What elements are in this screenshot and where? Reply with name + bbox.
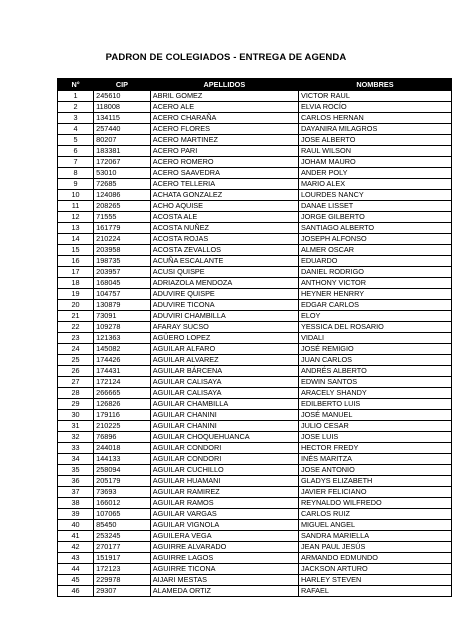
apellidos-cell: ACERO FLORES [150,124,298,135]
cip-cell: 107065 [94,509,151,520]
cip-cell: 166012 [94,498,151,509]
cip-cell: 253245 [94,531,151,542]
cip-cell: 121363 [94,333,151,344]
row-number: 35 [58,465,94,476]
cip-cell: 203958 [94,245,151,256]
table-row [58,586,452,597]
nombres-cell: DAYANIRA MILAGROS [298,124,451,135]
nombres-cell: ANDRÉS ALBERTO [298,366,451,377]
nombres-cell: INÉS MARITZA [298,454,451,465]
table-row [58,465,452,476]
apellidos-cell: ABRIL GOMEZ [150,91,298,102]
row-number: 39 [58,509,94,520]
apellidos-cell: ACUÑA ESCALANTE [150,256,298,267]
table-row [58,531,452,542]
cip-cell: 71555 [94,212,151,223]
nombres-cell: YESSICA DEL ROSARIO [298,322,451,333]
apellidos-cell: AGUILAR CUCHILLO [150,465,298,476]
cip-cell: 72685 [94,179,151,190]
row-number: 8 [58,168,94,179]
row-number: 12 [58,212,94,223]
apellidos-cell: AGUILERA VEGA [150,531,298,542]
row-number: 29 [58,399,94,410]
apellidos-cell: AGUILAR HUAMANI [150,476,298,487]
apellidos-cell: ADUVIRE TICONA [150,300,298,311]
apellidos-cell: AGUILAR CONDORI [150,454,298,465]
nombres-cell: MARIO ALEX [298,179,451,190]
table-row [58,124,452,135]
nombres-cell: EDGAR CARLOS [298,300,451,311]
row-number: 44 [58,564,94,575]
nombres-cell: VIDALI [298,333,451,344]
header-apellidos: APELLIDOS [150,79,298,91]
cip-cell: 203957 [94,267,151,278]
cip-cell: 205179 [94,476,151,487]
apellidos-cell: AGUIRRE ALVARADO [150,542,298,553]
cip-cell: 245610 [94,91,151,102]
row-number: 32 [58,432,94,443]
table-row [58,443,452,454]
table-row [58,344,452,355]
row-number: 21 [58,311,94,322]
nombres-cell: HEYNER HENRRY [298,289,451,300]
apellidos-cell: AIJARI MESTAS [150,575,298,586]
table-row [58,113,452,124]
apellidos-cell: AGUILAR ALFARO [150,344,298,355]
nombres-cell: REYNALDO WILFREDO [298,498,451,509]
table-row [58,410,452,421]
row-number: 22 [58,322,94,333]
nombres-cell: DANIEL RODRIGO [298,267,451,278]
table-row [58,421,452,432]
row-number: 34 [58,454,94,465]
cip-cell: 258094 [94,465,151,476]
nombres-cell: RAUL WILSON [298,146,451,157]
table-row [58,322,452,333]
cip-cell: 124086 [94,190,151,201]
cip-cell: 168045 [94,278,151,289]
apellidos-cell: AGUILAR CHANINI [150,410,298,421]
row-number: 24 [58,344,94,355]
cip-cell: 104757 [94,289,151,300]
apellidos-cell: ACHO AQUISE [150,201,298,212]
apellidos-cell: AGUILAR CHOQUEHUANCA [150,432,298,443]
table-row [58,388,452,399]
nombres-cell: JOSÉ REMIGIO [298,344,451,355]
row-number: 15 [58,245,94,256]
nombres-cell: JEAN PAUL JESÚS [298,542,451,553]
nombres-cell: JACKSON ARTURO [298,564,451,575]
cip-cell: 229978 [94,575,151,586]
apellidos-cell: ACERO PARI [150,146,298,157]
header-nombres: NOMBRES [298,79,451,91]
apellidos-cell: ACERO TELLERIA [150,179,298,190]
apellidos-cell: AGUIRRE TICONA [150,564,298,575]
row-number: 26 [58,366,94,377]
table-row [58,311,452,322]
table-row [58,267,452,278]
nombres-cell: EDILBERTO LUIS [298,399,451,410]
cip-cell: 80207 [94,135,151,146]
nombres-cell: JOSE ANTONIO [298,465,451,476]
row-number: 5 [58,135,94,146]
apellidos-cell: AGUILAR VIGNOLA [150,520,298,531]
table-row [58,399,452,410]
row-number: 17 [58,267,94,278]
apellidos-cell: ACOSTA ROJAS [150,234,298,245]
nombres-cell: GLADYS ELIZABETH [298,476,451,487]
nombres-cell: CARLOS HERNAN [298,113,451,124]
cip-cell: 145082 [94,344,151,355]
cip-cell: 257440 [94,124,151,135]
row-number: 23 [58,333,94,344]
table-row [58,157,452,168]
row-number: 27 [58,377,94,388]
table-row [58,377,452,388]
apellidos-cell: ACHATA GONZALEZ [150,190,298,201]
cip-cell: 174426 [94,355,151,366]
nombres-cell: JAVIER FELICIANO [298,487,451,498]
row-number: 1 [58,91,94,102]
row-number: 28 [58,388,94,399]
apellidos-cell: ACERO SAAVEDRA [150,168,298,179]
apellidos-cell: AGUILAR BÁRCENA [150,366,298,377]
nombres-cell: ANTHONY VICTOR [298,278,451,289]
table-row [58,256,452,267]
row-number: 19 [58,289,94,300]
apellidos-cell: AGUILAR CHANINI [150,421,298,432]
row-number: 10 [58,190,94,201]
apellidos-cell: AFARAY SUCSO [150,322,298,333]
nombres-cell: MIGUEL ANGEL [298,520,451,531]
cip-cell: 210225 [94,421,151,432]
row-number: 43 [58,553,94,564]
nombres-cell: ANDER POLY [298,168,451,179]
table-row [58,366,452,377]
table-row [58,553,452,564]
cip-cell: 144133 [94,454,151,465]
cip-cell: 130879 [94,300,151,311]
apellidos-cell: ACOSTA ALE [150,212,298,223]
nombres-cell: JORGE GILBERTO [298,212,451,223]
apellidos-cell: AGUILAR CALISAYA [150,388,298,399]
table-header [58,79,452,91]
apellidos-cell: AGUILAR CONDORI [150,443,298,454]
nombres-cell: HARLEY STEVEN [298,575,451,586]
row-number: 3 [58,113,94,124]
table-row [58,300,452,311]
cip-cell: 126826 [94,399,151,410]
row-number: 2 [58,102,94,113]
apellidos-cell: AGUIRRE LAGOS [150,553,298,564]
table-row [58,575,452,586]
cip-cell: 172067 [94,157,151,168]
table-row [58,487,452,498]
cip-cell: 53010 [94,168,151,179]
row-number: 36 [58,476,94,487]
cip-cell: 179116 [94,410,151,421]
nombres-cell: JUAN CARLOS [298,355,451,366]
cip-cell: 172124 [94,377,151,388]
apellidos-cell: ADUVIRI CHAMBILLA [150,311,298,322]
cip-cell: 172123 [94,564,151,575]
row-number: 37 [58,487,94,498]
apellidos-cell: ADRIAZOLA MENDOZA [150,278,298,289]
apellidos-cell: AGUILAR ALVAREZ [150,355,298,366]
row-number: 20 [58,300,94,311]
apellidos-cell: AGUILAR CHAMBILLA [150,399,298,410]
apellidos-cell: ACOSTA NUÑEZ [150,223,298,234]
row-number: 7 [58,157,94,168]
table-row [58,190,452,201]
cip-cell: 151917 [94,553,151,564]
apellidos-cell: AGUILAR CALISAYA [150,377,298,388]
row-number: 18 [58,278,94,289]
cip-cell: 73693 [94,487,151,498]
table-row [58,135,452,146]
header-cip: CIP [94,79,151,91]
row-number: 30 [58,410,94,421]
row-number: 33 [58,443,94,454]
row-number: 31 [58,421,94,432]
cip-cell: 76896 [94,432,151,443]
cip-cell: 174431 [94,366,151,377]
row-number: 4 [58,124,94,135]
document-title: PADRON DE COLEGIADOS - ENTREGA DE AGENDA [105,52,347,63]
cip-cell: 210224 [94,234,151,245]
cip-cell: 109278 [94,322,151,333]
table-row [58,542,452,553]
cip-cell: 73091 [94,311,151,322]
table-row [58,245,452,256]
nombres-cell: JOSE LUIS [298,432,451,443]
nombres-cell: SANDRA MARIELLA [298,531,451,542]
nombres-cell: JOSEPH ALFONSO [298,234,451,245]
apellidos-cell: AGUILAR RAMOS [150,498,298,509]
row-number: 16 [58,256,94,267]
apellidos-cell: ACOSTA ZEVALLOS [150,245,298,256]
apellidos-cell: ACERO CHARAÑA [150,113,298,124]
table-row [58,278,452,289]
apellidos-cell: AGUILAR RAMIREZ [150,487,298,498]
cip-cell: 208265 [94,201,151,212]
nombres-cell: SANTIAGO ALBERTO [298,223,451,234]
row-number: 45 [58,575,94,586]
nombres-cell: JULIO CESAR [298,421,451,432]
row-number: 14 [58,234,94,245]
nombres-cell: ARMANDO EDMUNDO [298,553,451,564]
table-row [58,432,452,443]
table-row [58,498,452,509]
cip-cell: 134115 [94,113,151,124]
cip-cell: 244018 [94,443,151,454]
row-number: 11 [58,201,94,212]
nombres-cell: JOSÉ MANUEL [298,410,451,421]
header-number: N° [58,79,94,91]
table-row [58,146,452,157]
table-row [58,223,452,234]
nombres-cell: LOURDES NANCY [298,190,451,201]
row-number: 46 [58,586,94,597]
table-row [58,333,452,344]
nombres-cell: ELVIA ROCÍO [298,102,451,113]
apellidos-cell: ACERO ROMERO [150,157,298,168]
table-row [58,289,452,300]
table-row [58,520,452,531]
row-number: 13 [58,223,94,234]
cip-cell: 183381 [94,146,151,157]
nombres-cell: HECTOR FREDY [298,443,451,454]
table-row [58,168,452,179]
nombres-cell: JOSE ALBERTO [298,135,451,146]
nombres-cell: ELOY [298,311,451,322]
table-row [58,454,452,465]
table-row [58,509,452,520]
apellidos-cell: ACUSI QUISPE [150,267,298,278]
nombres-cell: JOHAM MAURO [298,157,451,168]
apellidos-cell: ACERO ALE [150,102,298,113]
nombres-cell: EDUARDO [298,256,451,267]
cip-cell: 29307 [94,586,151,597]
nombres-cell: ARACELY SHANDY [298,388,451,399]
colegiados-table [57,78,452,597]
table-row [58,234,452,245]
table-row [58,476,452,487]
cip-cell: 85450 [94,520,151,531]
nombres-cell: RAFAEL [298,586,451,597]
cip-cell: 198735 [94,256,151,267]
row-number: 6 [58,146,94,157]
table-row [58,201,452,212]
cip-cell: 161779 [94,223,151,234]
row-number: 25 [58,355,94,366]
row-number: 41 [58,531,94,542]
cip-cell: 266665 [94,388,151,399]
nombres-cell: CARLOS RUIZ [298,509,451,520]
row-number: 40 [58,520,94,531]
apellidos-cell: ADUVIRE QUISPE [150,289,298,300]
table-row [58,212,452,223]
nombres-cell: VICTOR RAUL [298,91,451,102]
table-row [58,91,452,102]
table-body [58,91,452,597]
row-number: 42 [58,542,94,553]
nombres-cell: EDWIN SANTOS [298,377,451,388]
table-row [58,179,452,190]
row-number: 9 [58,179,94,190]
table-row [58,355,452,366]
nombres-cell: DANAE LISSET [298,201,451,212]
apellidos-cell: ACERO MARTINEZ [150,135,298,146]
apellidos-cell: AGÜERO LOPEZ [150,333,298,344]
cip-cell: 270177 [94,542,151,553]
nombres-cell: ALMER OSCAR [298,245,451,256]
apellidos-cell: AGUILAR VARGAS [150,509,298,520]
table-row [58,564,452,575]
table-row [58,102,452,113]
cip-cell: 118008 [94,102,151,113]
apellidos-cell: ALAMEDA ORTIZ [150,586,298,597]
row-number: 38 [58,498,94,509]
